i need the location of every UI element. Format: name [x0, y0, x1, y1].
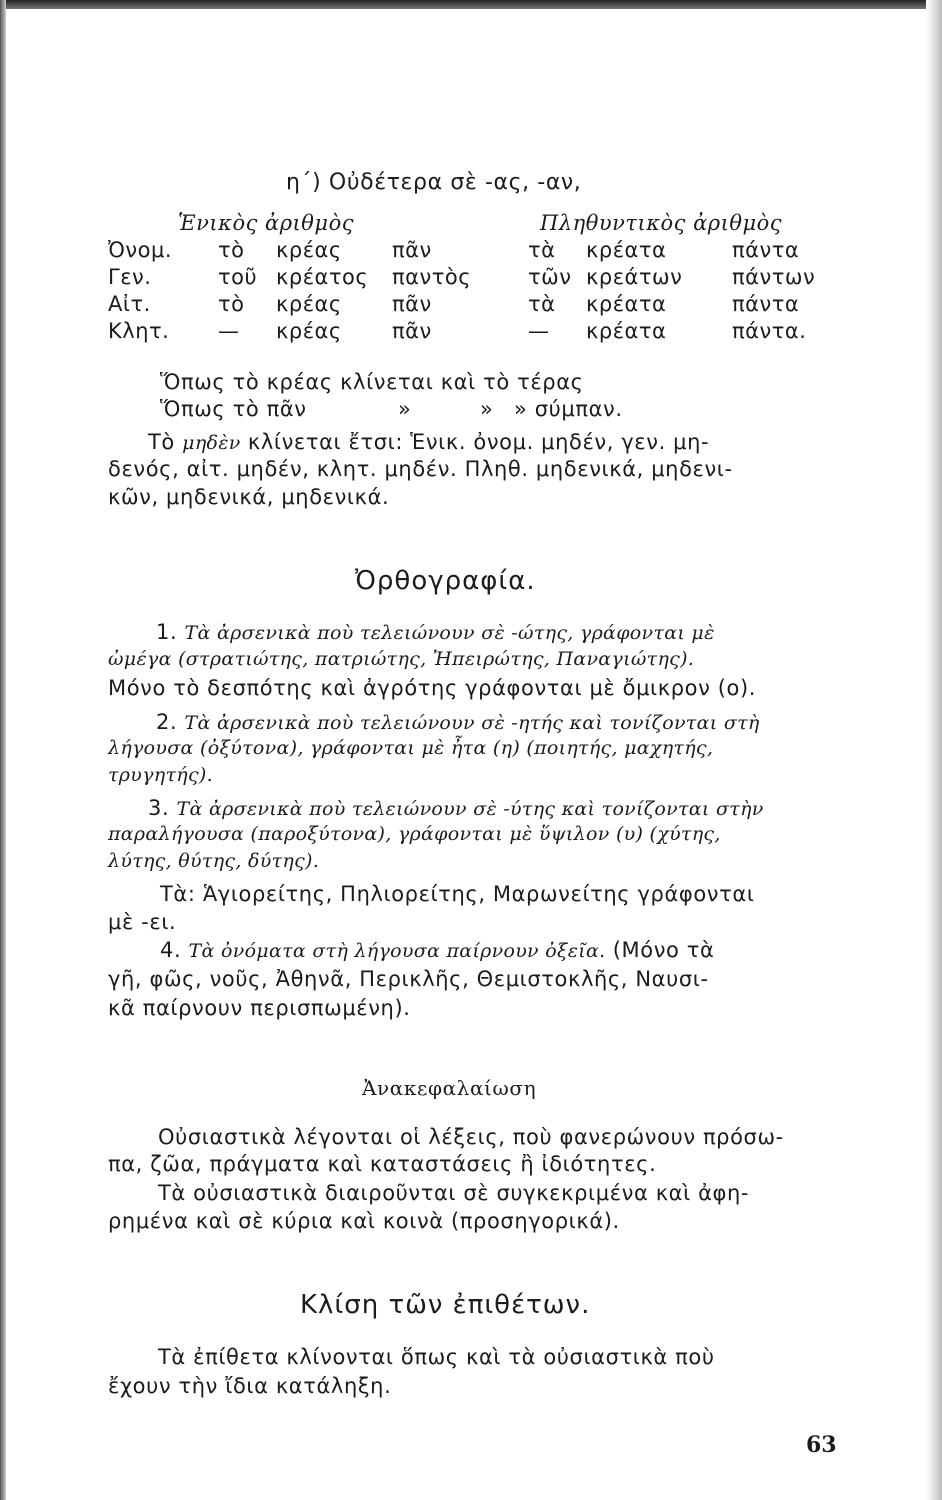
rule-line: ὠμέγα (στρατιώτης, πατριώτης, Ἠπειρώτης, Παναγιώτης).	[108, 648, 695, 670]
case-label: Γεν.	[108, 265, 152, 289]
sg-article: τὸ	[218, 238, 245, 262]
sg-noun: κρέας	[276, 238, 342, 262]
adjectives-title: Κλίση τῶν ἐπιθέτων.	[300, 1290, 591, 1320]
rule-line	[156, 620, 715, 644]
plural-header: Πληθυντικὸς ἀριθμὸς	[540, 211, 783, 235]
recap-line: πα, ζῶα, πράγματα καὶ καταστάσεις ἢ ἰδιότητες.	[108, 1152, 657, 1176]
rule-line: Μόνο τὸ δεσπότης καὶ ἀγρότης γράφονται μὲ ὄμικρον (ο).	[108, 676, 757, 700]
pl-noun: κρεάτων	[586, 265, 683, 289]
sg-noun: κρέας	[276, 319, 342, 343]
sg-pan: πᾶν	[392, 319, 432, 343]
pl-article: —	[528, 319, 550, 343]
rule-line: λήγουσα (ὀξύτονα), γράφονται μὲ ἦτα (η) (ποιητής, μαχητής,	[108, 737, 714, 759]
rule-number: 2.	[156, 710, 178, 734]
rule-line: μὲ -ει.	[108, 910, 177, 934]
sg-pan: παντὸς	[392, 265, 472, 289]
declension-table	[108, 211, 848, 350]
page-top-edge	[0, 0, 942, 9]
sg-pan: πᾶν	[392, 292, 432, 316]
rule-text: Τὰ ἀρσενικὰ ποὺ τελειώνουν σὲ -ώτης, γράφονται μὲ	[184, 622, 715, 644]
pl-pan: πάντα	[732, 238, 800, 262]
rule-text: Τὰ ὀνόματα στὴ λήγουσα παίρνουν ὀξεῖα.	[188, 940, 606, 962]
pl-article: τῶν	[528, 265, 572, 289]
pl-pan: πάντα.	[732, 319, 807, 343]
rule-text: (Μόνο τὰ	[612, 938, 715, 962]
rule-line	[160, 938, 714, 962]
pl-noun: κρέατα	[586, 319, 667, 343]
rule-line: κᾶ παίρνουν περισπωμένη).	[108, 996, 411, 1020]
rule-number: 3.	[148, 796, 170, 820]
rule-line: γῆ, φῶς, νοῦς, Ἀθηνᾶ, Περικλῆς, Θεμιστοκλῆς, Ναυσι-	[108, 967, 709, 991]
rule-line	[156, 710, 760, 734]
rule-number: 1.	[156, 620, 178, 644]
note-text: κλίνεται ἔτσι: Ἑνικ. ὀνομ. μηδέν, γεν. μη-	[247, 430, 710, 454]
sg-article: τοῦ	[218, 265, 258, 289]
section-heading-eta: η΄) Οὐδέτερα σὲ -ας, -αν,	[286, 170, 582, 195]
sg-noun: κρέατος	[276, 265, 369, 289]
ditto-mark: »	[398, 397, 412, 421]
rule-line: Τὰ: Ἁγιορείτης, Πηλιορείτης, Μαρωνείτης γράφονται	[160, 882, 755, 906]
orthography-title: Ὀρθογραφία.	[355, 566, 536, 596]
adj-line: ἔχουν τὴν ἴδια κατάληξη.	[108, 1374, 392, 1398]
note-line: δενός, αἰτ. μηδέν, κλητ. μηδέν. Πληθ. μηδενικά, μηδενι-	[108, 457, 733, 481]
note-line: » σύμπαν.	[514, 397, 623, 421]
pl-noun: κρέατα	[586, 238, 667, 262]
recap-line: ρημένα καὶ σὲ κύρια καὶ κοινὰ (προσηγορικά).	[108, 1209, 620, 1233]
sg-pan: πᾶν	[392, 238, 432, 262]
page-number: 63	[806, 1432, 837, 1458]
case-label: Κλητ.	[108, 319, 170, 343]
note-line: Ὅπως τὸ κρέας κλίνεται καὶ τὸ τέρας	[160, 370, 584, 394]
recap-title: Ἀνακεφαλαίωση	[362, 1076, 537, 1100]
note-line	[148, 430, 709, 454]
ditto-mark: »	[480, 397, 494, 421]
rule-text: Τὰ ἀρσενικὰ ποὺ τελειώνουν σὲ -ητής καὶ τονίζονται στὴ	[184, 712, 760, 734]
pl-article: τὰ	[528, 292, 556, 316]
sg-noun: κρέας	[276, 292, 342, 316]
note-line: Ὅπως τὸ πᾶν	[160, 397, 307, 421]
adj-line: Τὰ ἐπίθετα κλίνονται ὅπως καὶ τὰ οὐσιαστικὰ ποὺ	[158, 1345, 715, 1369]
rule-number: 4.	[160, 938, 182, 962]
page-left-edge	[0, 0, 6, 1500]
note-italic: μηδὲν	[182, 432, 241, 454]
recap-line: Οὐσιαστικὰ λέγονται οἱ λέξεις, ποὺ φανερώνουν πρόσω-	[158, 1125, 784, 1149]
pl-article: τὰ	[528, 238, 556, 262]
pl-pan: πάντα	[732, 292, 800, 316]
pl-pan: πάντων	[732, 265, 816, 289]
pl-noun: κρέατα	[586, 292, 667, 316]
sg-article: —	[218, 319, 240, 343]
rule-line: λύτης, θύτης, δύτης).	[108, 850, 320, 872]
singular-header: Ἑνικὸς ἀριθμὸς	[178, 211, 354, 235]
recap-line: Τὰ οὐσιαστικὰ διαιροῦνται σὲ συγκεκριμένα καὶ ἀφη-	[158, 1181, 750, 1205]
page-right-edge	[926, 0, 942, 1500]
sg-article: τὸ	[218, 292, 245, 316]
rule-line: παραλήγουσα (παροξύτονα), γράφονται μὲ ὕψιλον (υ) (χύτης,	[108, 823, 721, 845]
note-text: Τὸ	[148, 430, 175, 454]
rule-text: Τὰ ἀρσενικὰ ποὺ τελειώνουν σὲ -ύτης καὶ τονίζονται στὴν	[176, 798, 764, 820]
case-label: Αἰτ.	[108, 292, 151, 316]
note-line: κῶν, μηδενικά, μηδενικά.	[108, 485, 390, 509]
rule-line: τρυγητής).	[108, 764, 213, 786]
case-label: Ὀνομ.	[108, 238, 173, 262]
rule-line	[148, 796, 764, 820]
